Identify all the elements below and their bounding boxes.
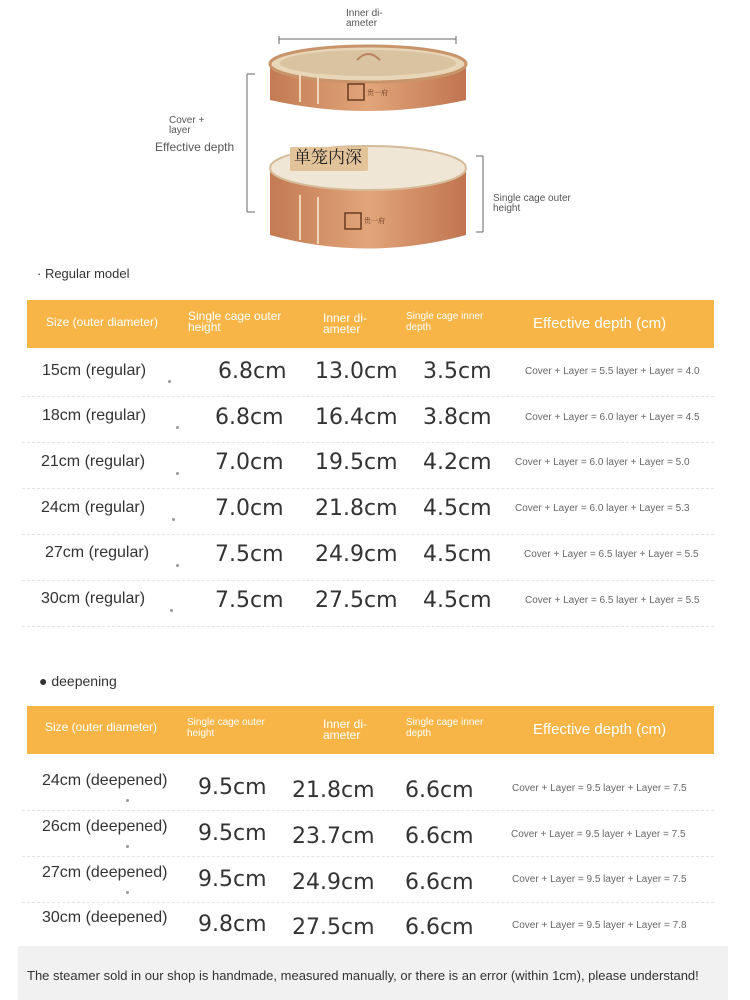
cell-effective-depth: Cover + Layer = 6.0 layer + Layer = 5.0	[515, 457, 690, 468]
cell-effective-depth: Cover + Layer = 6.5 layer + Layer = 5.5	[524, 549, 699, 560]
cell-outer-height: 7.0cm	[215, 450, 284, 475]
cell-inner-diameter: 19.5cm	[315, 450, 398, 475]
cell-size: 24cm (deepened)	[42, 772, 168, 789]
cell-inner-depth: 4.5cm	[423, 588, 492, 613]
cell-inner-depth: 3.5cm	[423, 359, 492, 384]
cell-size: 27cm (deepened)	[42, 864, 168, 881]
cell-inner-depth: 6.6cm	[405, 915, 474, 940]
header-size: Size (outer diameter)	[45, 720, 158, 734]
cell-effective-depth: Cover + Layer = 5.5 layer + Layer = 4.0	[525, 366, 700, 377]
table-row	[22, 580, 714, 627]
decorative-dot	[126, 891, 129, 894]
deepening-title: ● deepening	[39, 673, 117, 689]
table-row	[22, 350, 714, 397]
header-inner-depth: Single cage inner depth	[406, 311, 484, 333]
regular-model-title: · Regular model	[37, 266, 130, 281]
cell-outer-height: 6.8cm	[218, 359, 287, 384]
cell-inner-diameter: 27.5cm	[315, 588, 398, 613]
decorative-dot	[126, 845, 129, 848]
table-row	[22, 810, 714, 857]
decorative-dot	[176, 472, 179, 475]
cell-inner-depth: 4.5cm	[423, 542, 492, 567]
decorative-dot	[172, 518, 175, 521]
cell-inner-depth: 6.6cm	[405, 778, 474, 803]
cell-inner-diameter: 21.8cm	[292, 778, 375, 803]
table-row	[22, 442, 714, 489]
header-inner-diameter: Inner di- ameter	[323, 717, 368, 742]
decorative-dot	[168, 380, 171, 383]
cell-inner-diameter: 21.8cm	[315, 496, 398, 521]
cell-size: 18cm (regular)	[42, 407, 147, 424]
header-inner-depth: Single cage inner depth	[406, 717, 484, 739]
cell-effective-depth: Cover + Layer = 9.5 layer + Layer = 7.5	[512, 783, 687, 794]
brand-logo-bottom: 贵一府	[364, 217, 385, 225]
cell-inner-diameter: 24.9cm	[315, 542, 398, 567]
cell-effective-depth: Cover + Layer = 6.0 layer + Layer = 4.5	[525, 412, 700, 423]
footer-notice	[18, 946, 728, 1000]
cell-effective-depth: Cover + Layer = 9.5 layer + Layer = 7.5	[512, 874, 687, 885]
cell-outer-height: 7.5cm	[215, 588, 284, 613]
table-row	[22, 396, 714, 443]
cage-depth-chinese-label: 单笼内深	[294, 148, 362, 168]
cell-size: 24cm (regular)	[41, 499, 146, 516]
header-effective-depth: Effective depth (cm)	[533, 721, 667, 738]
cell-size: 21cm (regular)	[41, 453, 146, 470]
inner-diameter-label: Inner di- ameter	[346, 8, 383, 29]
outer-height-label: Single cage outer height	[493, 193, 571, 214]
cell-size: 26cm (deepened)	[42, 818, 168, 835]
cell-outer-height: 9.5cm	[198, 821, 267, 846]
cell-inner-diameter: 13.0cm	[315, 359, 398, 384]
cell-outer-height: 9.5cm	[198, 867, 267, 892]
cell-outer-height: 7.5cm	[215, 542, 284, 567]
effective-depth-label: Effective depth	[155, 140, 235, 154]
cell-outer-height: 9.8cm	[198, 912, 267, 937]
cell-inner-diameter: 27.5cm	[292, 915, 375, 940]
cell-effective-depth: Cover + Layer = 9.5 layer + Layer = 7.8	[512, 920, 687, 931]
cell-inner-depth: 6.6cm	[405, 824, 474, 849]
cell-inner-depth: 4.2cm	[423, 450, 492, 475]
cell-inner-diameter: 23.7cm	[292, 824, 375, 849]
table-row	[22, 488, 714, 535]
steamer-diagram	[0, 0, 750, 262]
footer-note-text: The steamer sold in our shop is handmade, measured manually, or there is an error (within 1cm), please understand!	[27, 968, 699, 983]
decorative-dot	[126, 799, 129, 802]
decorative-dot	[176, 564, 179, 567]
cell-outer-height: 9.5cm	[198, 775, 267, 800]
cell-outer-height: 7.0cm	[215, 496, 284, 521]
cell-inner-diameter: 16.4cm	[315, 405, 398, 430]
cell-inner-diameter: 24.9cm	[292, 870, 375, 895]
regular-table-header	[27, 300, 714, 348]
cell-effective-depth: Cover + Layer = 6.0 layer + Layer = 5.3	[515, 503, 690, 514]
header-outer-height: Single cage outer height	[187, 717, 265, 739]
header-outer-height: Single cage outer height	[188, 309, 282, 334]
decorative-dot	[176, 426, 179, 429]
brand-logo: 贵一府	[367, 89, 388, 97]
cell-size: 27cm (regular)	[45, 544, 150, 561]
cell-size: 15cm (regular)	[42, 362, 147, 379]
header-size: Size (outer diameter)	[46, 315, 159, 329]
table-row	[22, 902, 714, 948]
cell-effective-depth: Cover + Layer = 6.5 layer + Layer = 5.5	[525, 595, 700, 606]
decorative-dot	[170, 609, 173, 612]
table-row	[22, 764, 714, 811]
cell-inner-depth: 3.8cm	[423, 405, 492, 430]
cell-inner-depth: 6.6cm	[405, 870, 474, 895]
cell-effective-depth: Cover + Layer = 9.5 layer + Layer = 7.5	[511, 829, 686, 840]
cover-layer-label: Cover + layer	[169, 115, 205, 136]
cell-size: 30cm (regular)	[41, 590, 146, 607]
cell-inner-depth: 4.5cm	[423, 496, 492, 521]
deepening-table-header	[27, 706, 714, 754]
header-effective-depth: Effective depth (cm)	[533, 315, 667, 332]
header-inner-diameter: Inner di- ameter	[323, 311, 368, 336]
table-row	[22, 856, 714, 903]
cell-size: 30cm (deepened)	[42, 909, 168, 926]
table-row	[22, 534, 714, 581]
cell-outer-height: 6.8cm	[215, 405, 284, 430]
